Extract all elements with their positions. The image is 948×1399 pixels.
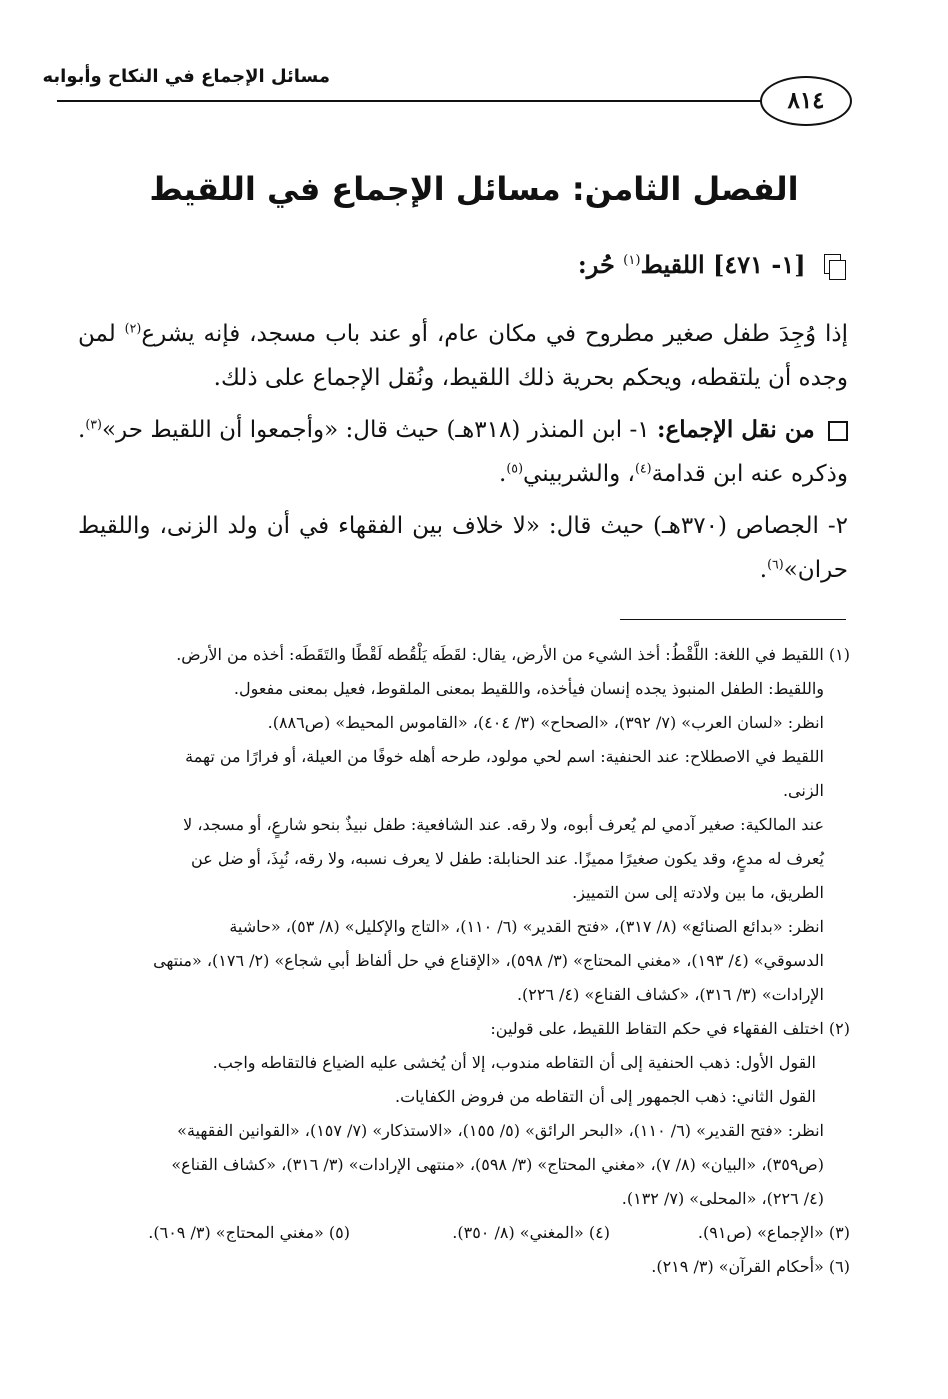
paragraph-text: لمن وجده أن يلتقطه، ويحكم بحرية ذلك اللقيط، ونُقل الإجماع على ذلك. xyxy=(78,321,848,391)
footnote-1-line: انظر: «بدائع الصنائع» (٨/ ٣١٧)، «فتح القدير» (٦/ ١١٠)، «التاج والإكليل» (٨/ ٥٣)، «حاشية xyxy=(229,917,824,936)
footnote-2-line: (٢) اختلف الفقهاء في حكم التقاط اللقيط، على قولين: xyxy=(490,1019,850,1038)
footnote-6: (٦) «أحكام القرآن» (٣/ ٢١٩). xyxy=(651,1257,850,1276)
footnotes-3-4-5 xyxy=(80,1216,850,1250)
footnotes xyxy=(80,638,850,1284)
body-paragraph-1 xyxy=(78,312,848,400)
paragraph-text: . وذكره عنه ابن قدامة xyxy=(78,417,848,487)
consensus-label: من نقل الإجماع: xyxy=(657,416,815,443)
footnote-2-line: انظر: «فتح القدير» (٦/ ١١٠)، «البحر الرائق» (٥/ ١٥٥)، «الاستذكار» (٧/ ١٥٧)، «القوانين الفقهية» xyxy=(177,1121,824,1140)
issue-number: [١- ٤٧١] xyxy=(713,250,806,279)
paragraph-text: . xyxy=(499,461,507,487)
body-paragraph-3 xyxy=(78,504,848,592)
issue-heading xyxy=(148,250,848,280)
footnote-ref[interactable]: (٥) xyxy=(506,460,524,476)
running-title: مسائل الإجماع في النكاح وأبوابه xyxy=(42,66,330,87)
copy-pages-icon xyxy=(824,254,848,280)
footnote-ref[interactable]: (٦) xyxy=(767,556,784,572)
footnote-ref[interactable]: (٢) xyxy=(124,320,142,336)
chapter-title: الفصل الثامن: مسائل الإجماع في اللقيط xyxy=(149,170,799,208)
footnote-2-line: القول الثاني: ذهب الجمهور إلى أن التقاطه من فروض الكفايات. xyxy=(395,1087,816,1106)
footnote-2-line: (٤/ ٢٢٦)، «المحلى» (٧/ ١٣٢). xyxy=(621,1189,824,1208)
footnote-rule xyxy=(620,619,846,620)
issue-ruling: حُر: xyxy=(577,250,615,279)
footnote-2-line: القول الأول: ذهب الحنفية إلى أن التقاطه مندوب، إلا أن يُخشى عليه الضياع فالتقاطه واجب. xyxy=(212,1053,816,1072)
paragraph-text: ٢- الجصاص (٣٧٠هـ) حيث قال: «لا خلاف بين الفقهاء في أن ولد الزنى، واللقيط حران» xyxy=(78,513,849,583)
paragraph-text: إذا وُجِدَ طفل صغير مطروح في مكان عام، أو عند باب مسجد، فإنه يشرع xyxy=(141,321,849,347)
footnote-1-line: الطريق، ما بين ولادته إلى سن التمييز. xyxy=(572,883,824,902)
footnote-1-line: انظر: «لسان العرب» (٧/ ٣٩٢)، «الصحاح» (٣/ ٤٠٤)، «القاموس المحيط» (ص٨٨٦). xyxy=(267,713,824,732)
footnote-1-line: عند المالكية: صغير آدمي لم يُعرف أبوه، ولا رقه. عند الشافعية: طفل نبيذٌ بنحو شارعٍ، أو مسجد، لا xyxy=(183,815,824,834)
page-number: ٨١٤ xyxy=(760,76,852,126)
footnote-1-line: واللقيط: الطفل المنبوذ يجده إنسان فيأخذه، واللقيط بمعنى الملقوط، فعيل بمعنى مفعول. xyxy=(233,679,824,698)
footnote-4: (٤) «المغني» (٨/ ٣٥٠). xyxy=(452,1223,610,1242)
footnote-2-line: (ص٣٥٩)، «البيان» (٨/ ٧)، «مغني المحتاج» (٣/ ٥٩٨)، «منتهى الإرادات» (٣/ ٣١٦)، «كشاف القناع» xyxy=(171,1155,824,1174)
footnote-5: (٥) «مغني المحتاج» (٣/ ٦٠٩). xyxy=(148,1223,350,1242)
header-rule xyxy=(57,100,779,102)
footnote-1-line: الإرادات» (٣/ ٣١٦)، «كشاف القناع» (٤/ ٢٢٦). xyxy=(516,985,824,1004)
paragraph-text: . xyxy=(759,557,768,583)
checkbox-icon xyxy=(828,421,848,441)
body-paragraph-2 xyxy=(78,408,848,496)
paragraph-text: ١- ابن المنذر (٣١٨هـ) حيث قال: «وأجمعوا أن اللقيط حر» xyxy=(101,417,650,443)
footnote-1-line: الزنى. xyxy=(782,781,824,800)
footnote-1-line: (١) اللقيط في اللغة: اللَّقْطُ: أخذ الشيء من الأرض، يقال: لقَطَه يَلْقُطه لَقْطًا والتَقَطَه: أخذه من الأرض. xyxy=(176,645,850,664)
footnote-3: (٣) «الإجماع» (ص٩١). xyxy=(697,1223,850,1242)
footnote-1-line: يُعرف له مدعٍ، وقد يكون صغيرًا مميزًا. عند الحنابلة: طفل لا يعرف نسبه، ولا رقه، نُبِذَ، أو ضل عن xyxy=(191,849,824,868)
footnote-ref[interactable]: (٣) xyxy=(85,416,102,432)
footnote-ref[interactable]: (٤) xyxy=(634,460,652,476)
paragraph-text: ، والشربيني xyxy=(523,461,635,487)
issue-title: اللقيط xyxy=(640,250,705,279)
footnote-1-line: الدسوقي» (٤/ ١٩٣)، «مغني المحتاج» (٣/ ٥٩٨)، «الإقناع في حل ألفاظ أبي شجاع» (٢/ ١٧٦)، «منتهى xyxy=(153,951,824,970)
footnote-1-line: اللقيط في الاصطلاح: عند الحنفية: اسم لحي مولود، طرحه أهله خوفًا من العيلة، أو فرارًا من تهمة xyxy=(185,747,824,766)
footnote-ref[interactable]: (١) xyxy=(623,253,641,268)
